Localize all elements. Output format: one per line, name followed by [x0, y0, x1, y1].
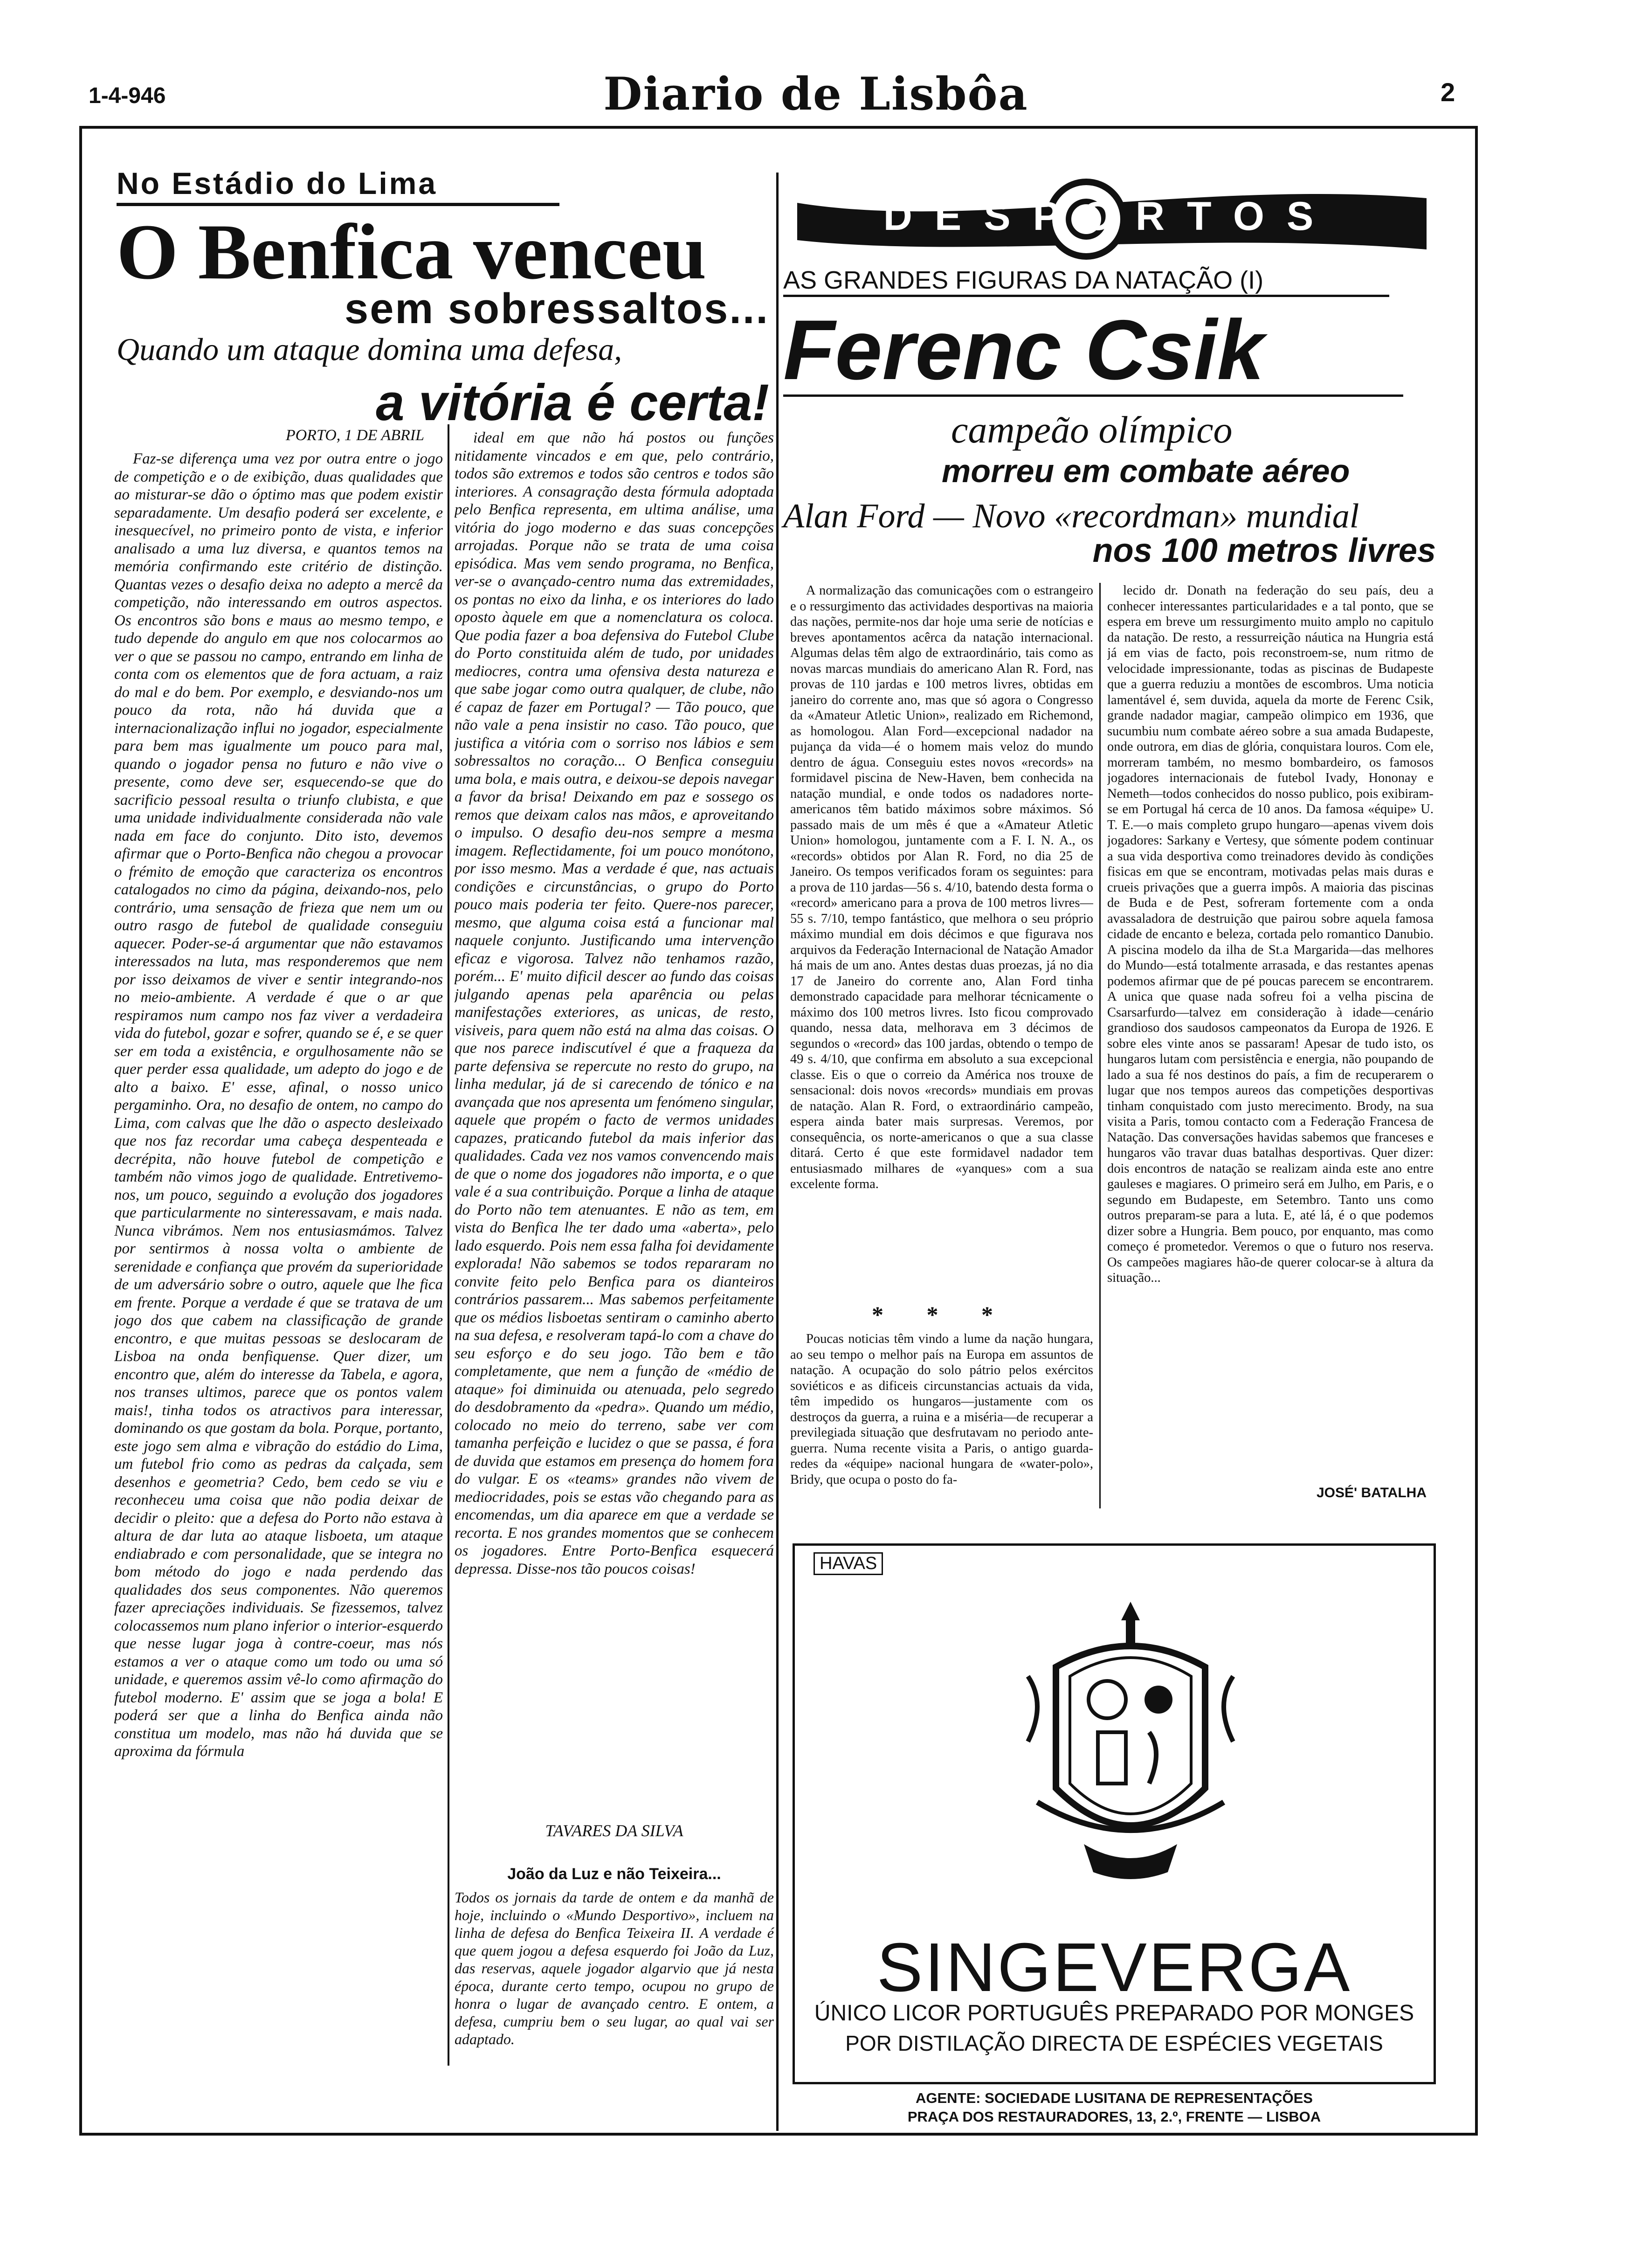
article-headline: O Benfica venceu — [117, 208, 707, 296]
article-dateline: PORTO, 1 DE ABRIL — [285, 427, 424, 444]
article-deck-cont: a vitória é certa! — [376, 374, 769, 431]
sports-section-banner — [783, 175, 1436, 261]
advert-tagline-1: ÚNICO LICOR PORTUGUÊS PREPARADO POR MONGES — [814, 2001, 1414, 2026]
article-headline-cont: sem sobressaltos... — [345, 285, 769, 332]
sidebox-text: Todos os jornais da tarde de ontem e da manhã de hoje, incluindo o «Mundo Desportivo», incluem na linha de defesa do Benfica Teixeira II. A verdade é que quem jogou a defesa esquerdo foi João da Luz, das reservas, aquele jogador algarvio que já nesta época, durante certo tempo, ocupou no grupo de honra o lugar de avançado centro. E ontem, a defesa, cumpriu bem o seu lugar, ao qual vai ser adaptado. — [455, 1889, 774, 2047]
article-column-1: Faz-se diferença uma vez por outra entre o jogo de competição e o de exibição, duas qualidades que ao misturar-se dão o óptimo mas que podem existir separadamente. Um desafio poderá ser excelente, e inesquecível, no primeiro ponto de vista, e inferior analisado a uma luz diversa, e quantos temos na memória confirmando este critério de distinção. Quantas vezes o desafio deixa no adepto a mercê da competição, não interessando em outros aspectos. Os encontros são bons e maus ao mesmo tempo, e tudo depende do angulo em que nos colocarmos ao ver o que se passou no campo, entrando em linha de conta com os elementos que de fora actuam, a raiz do mal e do bem. Por exemplo, e desviando-nos um pouco da rota, não há duvida que a internacionalização influi no jogador, especialmente para bem mas igualmente um pouco para mal, quando o jogador pensa no futuro e não vive o presente, como deve ser, esquecendo-se que do sacrificio pessoal resulta o triunfo clubista, e que uma unidade individualmente considerada não vale nada em face do conjunto. Dito isto, devemos afirmar que o Porto-Benfica não chegou a provocar o frémito de emoção que caracteriza os encontros catalogados no cimo da página, deixando-nos, pelo contrário, uma sensação de frieza que nem um ou outro rasgo de futebol de qualidade conseguiu aquecer. Poder-se-á argumentar que não estavamos interessados na luta, mas responderemos que nem por isso deixamos de viver e sentir integrando-nos no meio-ambiente. A verdade é que o ar que respiramos num campo nos faz viver a verdadeira vida do futebol, gozar e sofrer, quando se é, e se quer ser em toda a existência, e orgulhosamente não se quer perder essa qualidade, um adepto do jogo e de alto a baixo. E' esse, afinal, o nosso unico pergaminho. Ora, no desafio de ontem, no campo do Lima, com calvas que lhe dão o aspecto desleixado que nos faz recordar uma cabeça despenteada e decrépita, não houve futebol de competição e também não vimos jogo de qualidade. Entretivemo-nos, um pouco, seguindo a evolução dos jogadores que particularmente no sinteressavam, e mais nada. Nunca vibrámos. Nem nos entusiasmámos. Talvez por sentirmos à nossa volta o ambiente de serenidade e confiança que provém da superioridade de um adversário sobre o outro, aquele que lhe fica em frente. Porque a verdade é que se tratava de um jogo dos que cabem na classificação de grande encontro, e que muitas pessoas se deslocaram de Lisboa na onda benfiquense. Quer dizer, um encontro que, além do interesse da Tabela, e agora, nos transes ultimos, parece que os pontos valem mais!, tinha todos os atractivos para interessar, dominando os que gostam da bola. Porque, portanto, este jogo sem alma e vibração do estádio do Lima, um futebol frio como as pedras da calçada, sem desenhos e geometria? Cedo, bem cedo se viu e reconheceu uma coisa que não podia deixar de decidir o pleito: que a defesa do Porto não estava à altura de dar luta ao ataque lisboeta, um ataque endiabrado e com personalidade, que se integra no bom método do jogo e nada perdendo das qualidades dos seus componentes. Não queremos fazer apreciações individuais. Se fizessemos, talvez colocassemos num plano inferior o interior-esquerdo que nesse lugar joga à contre-coeur, mas nós estamos a ver o ataque como um todo ou uma só unidade, e queremos assim vê-lo como afirmação do futebol moderno. E' assim que se joga a bola! E poderá ser que a linha do Benfica ainda não constitua um modelo, mas não há duvida que se aproxima da fórmula — [114, 450, 443, 1760]
article-kicker: No Estádio do Lima — [117, 166, 559, 206]
advert-agent-line-2: PRAÇA DOS RESTAURADORES, 13, 2.º, FRENTE — LISBOA — [907, 2109, 1321, 2125]
csik-deck-2: morreu em combate aéreo — [942, 453, 1350, 489]
sports-banner-text: DESPORTOS — [883, 194, 1336, 239]
column-rule-left — [448, 424, 449, 2066]
csik-deck-4: nos 100 metros livres — [1092, 532, 1436, 569]
advert-agent — [793, 2089, 1436, 2126]
advert-agent-line-1: AGENTE: SOCIEDADE LUSITANA DE REPRESENTAÇÕES — [915, 2090, 1313, 2106]
csik-column-1: A normalização das comunicações com o estrangeiro e o ressurgimento das actividades desportivas na maioria das nações, permite-nos dar hoje uma serie de notícias e breves apontamentos acêrca da natação internacional. Algumas delas têm algo de extraordinário, tais como as novas marcas mundiais do americano Alan R. Ford, nas provas de 110 jardas e 100 metros livres, obtidas em janeiro do corrente ano, mas que só agora o Congresso da «Amateur Atletic Union», realizado em Richemond, as homologou. Alan Ford—excepcional nadador na pujança da vida—é o homem mais veloz do mundo dentro de água. Conseguiu estes novos «records» na formidavel piscina de New-Haven, bem conhecida na natação mundial, e onde todos os nadadores norte-americanos têm batido máximos sobre máximos. Só passado mais de um mês é que a «Amateur Atletic Union» homologou, juntamente com a F. I. N. A., os «records» obtidos por Alan R. Ford, no dia 25 de Janeiro. Os tempos verificados foram os seguintes: para a prova de 110 jardas—56 s. 4/10, batendo desta forma o «record» americano para a prova de 100 metros livres—55 s. 7/10, tempo fantástico, que melhora o seu próprio máximo mundial em dois décimos e que figurava nos arquivos da Federação Internacional de Natação Amador há mais de um ano. Antes destas duas proezas, já no dia 17 de Janeiro do corrente ano, Alan Ford tinha demonstrado capacidade para melhorar técnicamente o máximo dos 100 metros livres. Isto ficou comprovado quando, nessa data, melhorava em 3 décimos de segundos o «record» das 100 jardas, obtendo o tempo de 49 s. 4/10, que confirma em absoluto a sua excepcional classe. Eis o que o correio da América nos trouxe de sensacional: dois novos «records» mundiais em provas de natação. Alan R. Ford, o extraordinário campeão, espera ainda bater mais surpresas. Veremos, por consequência, os norte-americanos o que a sua classe ditará. Certo é que este formidavel nadador tem entusiasmado milhares de «yanques» com a sua excelente forma. — [790, 583, 1093, 1191]
newspaper-title: Diario de Lisbôa — [603, 68, 1028, 120]
csik-deck-1: campeão olímpico — [951, 408, 1233, 451]
csik-column-2: lecido dr. Donath na federação do seu país, deu a conhecer interessantes particularidades e a tal ponto, que se espera em breve um ressurgimento muito amplo no capitulo da natação. De resto, a ressurreição náutica na Hungria está já em vias de facto, pois reconstroem-se, num ritmo de velocidade impressionante, todas as piscinas de Budapeste que a guerra reduziu a montões de escombros. Uma noticia lamentável é, sem duvida, aquela da morte de Ferenc Csik, grande nadador magiar, campeão olimpico em 1936, que sucumbiu num combate aéreo sobre a sua amada Budapeste, onde outrora, em dias de glória, conquistara louros. Com ele, morreram também, no mesmo bombardeiro, os famosos jogadores internacionais de futebol Ivady, Hononay e Nemeth—todos conhecidos do nosso publico, pois exibiram-se em Portugal há cerca de 10 anos. Da famosa «équipe» U. T. E.—o mais completo grupo hungaro—apenas vivem dois jogadores: Sarkany e Vertesy, que sómente podem continuar a sua vida desportiva como treinadores devido às condições fisicas em que se encontram, motivadas pelas mais duras e crueis privações que a guerra impôs. A maioria das piscinas de Buda e de Pest, sofreram fortemente com a onda avassaladora de destruição que pairou sobre aquela famosa cidade de encanto e beleza, cortada pelo romantico Danubio. A piscina modelo da ilha de St.a Margarida—das melhores do Mundo—está totalmente arrasada, e das restantes apenas podemos afirmar que de pé poucas parecem se encontrarem. A unica que quase nada sofreu foi a velha piscina de Csarsarfurdo—talvez em consideração à idade—cenário grandioso dos saudosos campeonatos da Europa de 1926. E sobre eles vinte anos se passaram! Apesar de tudo isto, os hungaros lutam com persistência e energia, não poupando de lado a sua fé nos destinos do país, a fim de recuperarem o lugar que nos tempos aureos das competições desportivas tinham conquistado com justo merecimento. Brody, na sua visita a Paris, tomou contacto com a Federação Francesa de Natação. Das conversações havidas sabemos que franceses e hungaros vão travar duas batalhas desportivas. Quer dizer: dois encontros de natação se realizam ainda este ano entre gauleses e magiares. O primeiro será em Julho, em Paris, e o segundo em Budapeste, em Setembro. Tanto uns como outros preparam-se para a luta. E, até lá, é o que podemos dizer sobre a Hungria. Bem pouco, por enquanto, mas como começo é prometedor. Veremos o que o futuro nos reserva. Os campeões magiares hão-de querer colocar-se à altura da situação... — [1107, 583, 1434, 1285]
advert-tagline-2: POR DISTILAÇÃO DIRECTA DE ESPÉCIES VEGETAIS — [845, 2031, 1383, 2055]
csik-deck-3: Alan Ford — Novo «recordman» mundial — [783, 497, 1359, 535]
csik-column-1b: Poucas noticias têm vindo a lume da nação hungara, ao seu tempo o melhor país na Europa em assuntos de natação. A ocupação do solo pátrio pelos exércitos soviéticos e as dificeis circunstancias actuais da vida, têm impedido os hungaros—justamente com os destroços da guerra, a ruina e a miséria—de recuperar a previlegiada situação que desfrutavam no periodo ante-guerra. Numa recente visita a Paris, o antigo guarda-redes da «équipe» nacional hungara de «water-polo», Bridy, que ocupa o posto do fa- — [790, 1332, 1093, 1487]
advert-brand: SINGEVERGA — [876, 1929, 1352, 2006]
page-number: 2 — [1441, 77, 1455, 107]
sidebox-title: João da Luz e não Teixeira... — [507, 1865, 721, 1883]
section-separator: * * * — [872, 1301, 1012, 1328]
agency-label: HAVAS — [814, 1552, 883, 1575]
article-deck: Quando um ataque domina uma defesa, — [117, 332, 622, 367]
article-signature: TAVARES DA SILVA — [545, 1821, 683, 1840]
singeverga-advert — [793, 1543, 1436, 2084]
article-column-2: ideal em que não há postos ou funções nitidamente vincados e em que, pelo contrário, todos são extremos e todos são centros e todos são interiores. A consagração desta fórmula adoptada pelo Benfica representa, em ultima análise, uma vitória do jogo moderno e das suas concepções arrojadas. Porque não se trata de uma coisa episódica. Mas vem sendo programa, no Benfica, ver-se o avançado-centro numa das extremidades, os pontas no eixo da linha, e os interiores do lado oposto àquele em que a nomenclatura os coloca. Que podia fazer a boa defensiva do Futebol Clube do Porto constituida além de tudo, por unidades mediocres, contra uma ofensiva desta natureza e que sabe jogar como outra qualquer, de clube, não é capaz de fazer em Portugal? — Tão pouco, que não vale a pena insistir no caso. Tão pouco, que justifica a vitória com o sorriso nos lábios e sem sobressaltos no coração... O Benfica conseguiu uma bola, e mais outra, e deixou-se depois navegar a favor da brisa! Deixando em paz e sossego os remos que deixam calos nas mãos, e aproveitando o impulso. O desafio deu-nos sempre a mesma imagem. Reflectidamente, foi um pouco monótono, por isso mesmo. Mas a verdade é que, nas actuais condições e circunstâncias, o grupo do Porto pouco mais poderia ter feito. Quere-nos parecer, mesmo, que alguma coisa está a funcionar mal naquele conjunto. Justificando uma intervenção eficaz e vigorosa. Talvez não tenhamos razão, porém... E' muito dificil descer ao fundo das coisas julgando apenas pela aparência ou pelas manifestações exteriores, as unicas, de resto, visiveis, para quem não está na alma das coisas. O que nos parece indiscutível é que a fraqueza da parte defensiva se repercute no resto do grupo, na linha medular, já de si carecendo de tónico e na avançada que nos apresenta um fenómeno singular, aquele que propém o facto de vermos unidades capazes, praticando futebol da mais inferior das qualidades. Cada vez nos vamos convencendo mais de que o nome dos jogadores não importa, e o que vale é a sua contribuição. Porque a linha de ataque do Porto não tem atenuantes. E não as tem, em vista do Benfica lhe ter dado uma «aberta», pelo lado esquerdo. Pois nem essa falha foi devidamente explorada! Não sabemos se todos repararam no convite feito pelo Benfica para os dianteiros contrários passarem... Mas sabemos perfeitamente que os médios lisboetas sentiram o caminho aberto na sua defesa, e resolveram tapá-lo com a chave do seu esforço e do seu jogo. Tão bem e tão completamente, que nem a função de «médio de ataque» foi diminuida ou atenuada, pelo segredo do desdobramento da «pedra». Quando um médio, colocado no meio do terreno, sabe ver com tamanha perfeição e lucidez o que se passa, é fora de duvida que estamos em presença do homem fora do vulgar. E os «teams» grandes não vivem de mediocridades, pois se estas vão chegando para as encomendas, um dia aparece em que a verdade se recorta. E nos grandes momentos que se conhecem os jogadores. Entre Porto-Benfica esquecerá depressa. Disse-nos tão poucos coisas! — [455, 429, 774, 1577]
csik-headline: Ferenc Csik — [783, 305, 1403, 397]
csik-byline: JOSÉ' BATALHA — [1316, 1485, 1427, 1500]
column-rule-right — [1099, 583, 1101, 1508]
monastery-crest-icon — [1000, 1583, 1261, 1900]
column-rule-center — [776, 173, 779, 2131]
series-label: AS GRANDES FIGURAS DA NATAÇÃO (I) — [783, 266, 1389, 297]
issue-date: 1-4-946 — [89, 83, 166, 108]
